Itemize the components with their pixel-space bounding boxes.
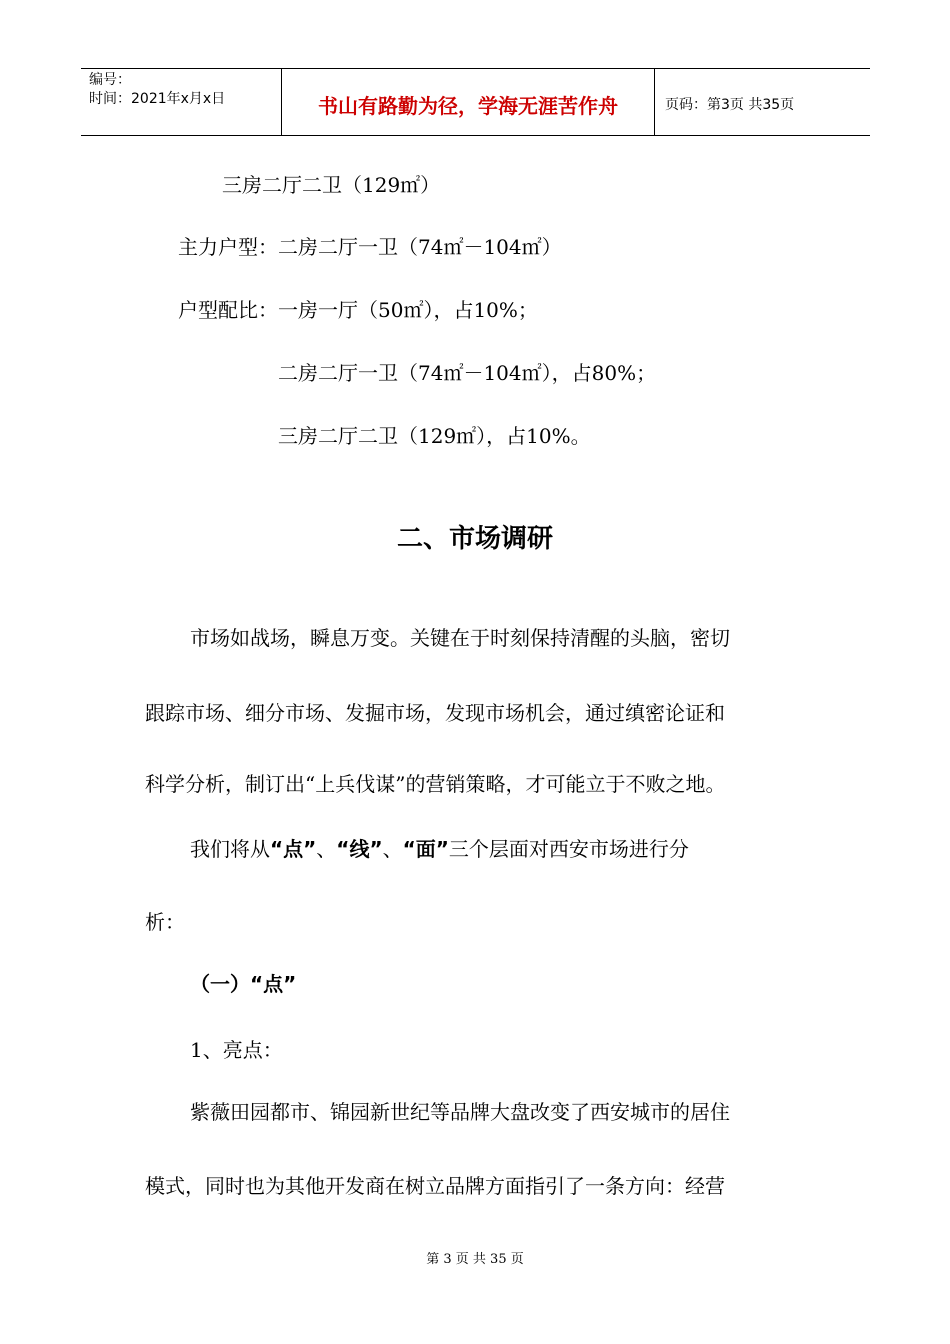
paragraph-2-bold-2: “线”	[336, 837, 383, 861]
paragraph-2-pre: 我们将从	[190, 837, 270, 861]
paragraph-2-bold-1: “点”	[270, 837, 317, 861]
layout-line-5: 三房二厅二卫（129㎡），占10%。	[278, 424, 591, 448]
header-number-label: 编号：	[89, 72, 131, 88]
header-motto: 书山有路勤为径，学海无涯苦作舟	[282, 69, 655, 135]
sub-heading: （一）“点”	[190, 972, 297, 996]
paragraph-2-bold-3: “面”	[402, 837, 449, 861]
page-header	[81, 68, 870, 136]
layout-line-4: 二房二厅一卫（74㎡－104㎡），占80%；	[278, 361, 657, 385]
header-page-info: 页码：第3页 共35页	[665, 97, 795, 113]
paragraph-1-line-3: 科学分析，制订出“上兵伐谋”的营销策略，才可能立于不败之地。	[145, 772, 726, 796]
page-footer: 第 3 页 共 35 页	[426, 1252, 524, 1267]
paragraph-3-line-2: 模式，同时也为其他开发商在树立品牌方面指引了一条方向：经营	[145, 1174, 725, 1198]
paragraph-1-line-1: 市场如战场，瞬息万变。关键在于时刻保持清醒的头脑，密切	[190, 626, 730, 650]
section-title: 二、市场调研	[396, 524, 553, 554]
paragraph-2-sep-2: 、	[382, 837, 403, 861]
paragraph-3-line-1: 紫薇田园都市、锦园新世纪等品牌大盘改变了西安城市的居住	[190, 1100, 730, 1124]
paragraph-2-sep-1: 、	[316, 837, 337, 861]
header-time-label: 时间：2021年x月x日	[89, 91, 226, 107]
item-1-label: 1、亮点：	[190, 1038, 283, 1062]
layout-line-3: 户型配比：一房一厅（50㎡），占10%；	[178, 298, 538, 322]
layout-line-2: 主力户型：二房二厅一卫（74㎡－104㎡）	[178, 235, 562, 259]
paragraph-2-line-2: 析：	[145, 910, 185, 934]
paragraph-2-line-1	[190, 837, 689, 861]
layout-line-1: 三房二厅二卫（129㎡）	[222, 173, 441, 197]
paragraph-1-line-2: 跟踪市场、细分市场、发掘市场，发现市场机会，通过缜密论证和	[145, 701, 725, 725]
header-meta	[81, 69, 282, 135]
paragraph-2-post: 三个层面对西安市场进行分	[448, 837, 689, 861]
